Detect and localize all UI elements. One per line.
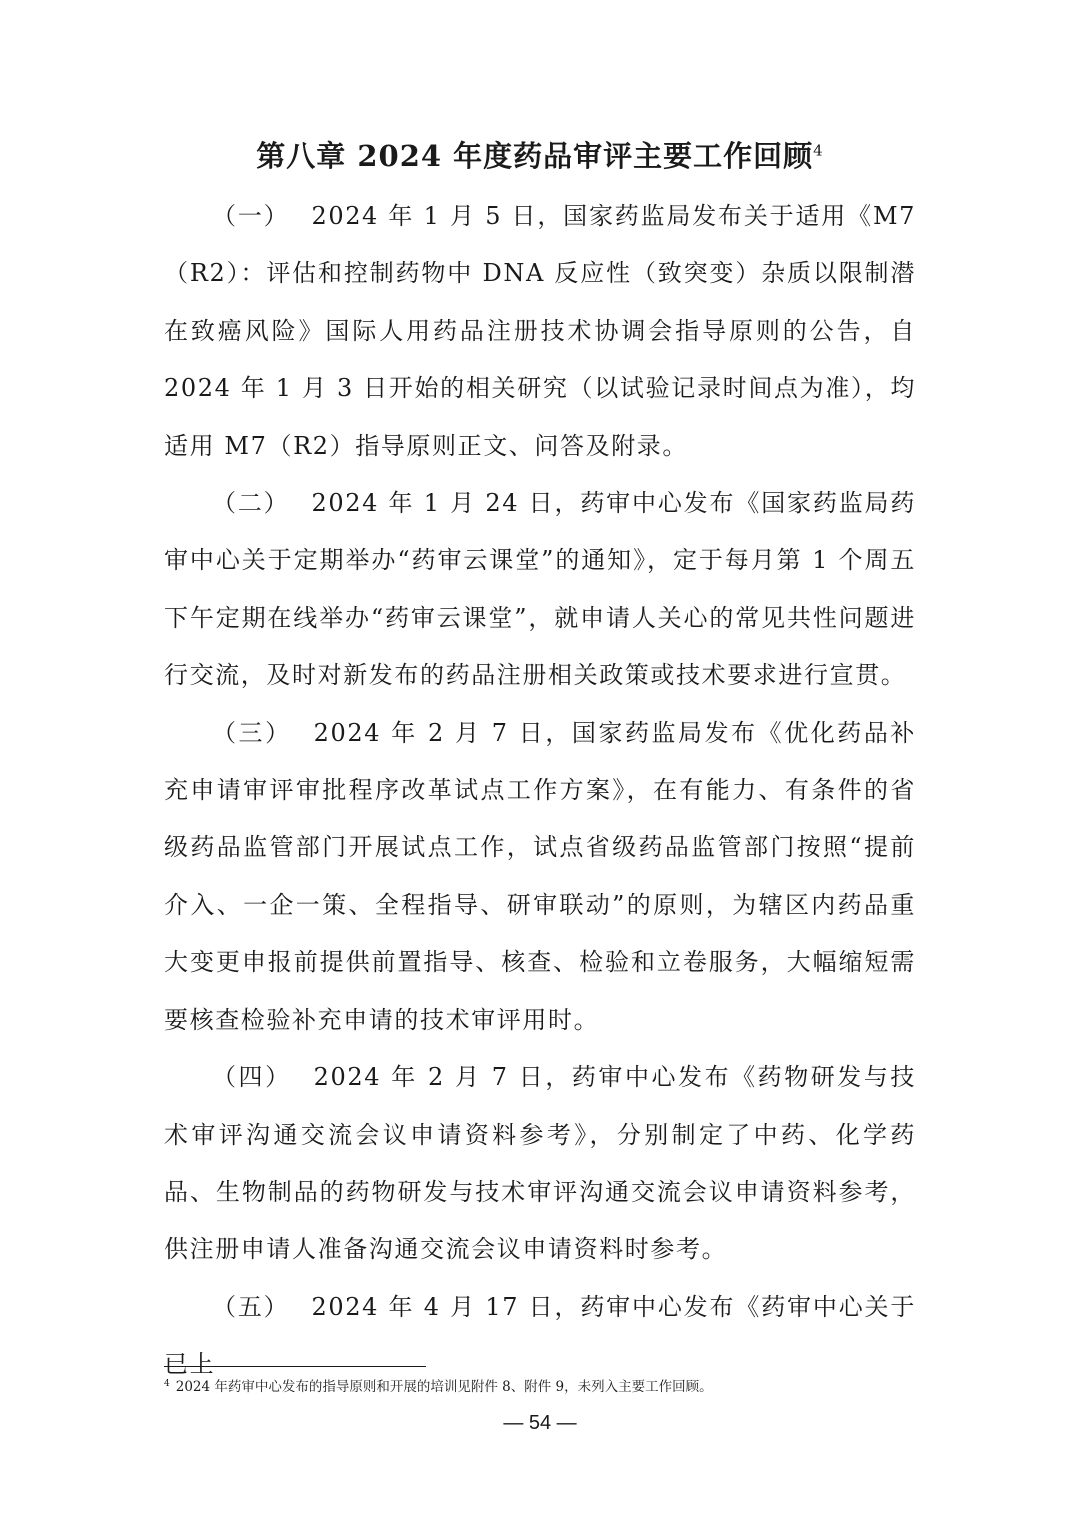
paragraph-3	[164, 705, 916, 1049]
footnote-text: 2024 年药审中心发布的指导原则和开展的培训见附件 8、附件 9，未列入主要工作回顾。	[175, 1379, 713, 1395]
footnote	[164, 1376, 924, 1398]
paragraph-4	[164, 1049, 916, 1279]
footnote-divider	[164, 1366, 426, 1367]
footnote-marker: 4	[164, 1378, 170, 1389]
paragraph-text: 2024 年 1 月 5 日，国家药监局发布关于适用《M7（R2）：评估和控制药物中 DNA 反应性（致突变）杂质以限制潜在致癌风险》国际人用药品注册技术协调会指导原则的公告，自 2024 年 1 月 3 日开始的相关研究（以试验记录时间点为准），均适用 M7（R2）指导原则正文、问答及附录。	[164, 202, 916, 460]
paragraph-2	[164, 475, 916, 705]
paragraph-text: 2024 年 2 月 7 日，国家药监局发布《优化药品补充申请审评审批程序改革试点工作方案》，在有能力、有条件的省级药品监管部门开展试点工作，试点省级药品监管部门按照“提前介入、一企一策、全程指导、研审联动”的原则，为辖区内药品重大变更申报前提供前置指导、核查、检验和立卷服务，大幅缩短需要核查检验补充申请的技术审评用时。	[164, 718, 916, 1034]
body-text	[164, 188, 916, 1394]
chapter-title-text: 第八章 2024 年度药品审评主要工作回顾	[256, 139, 814, 173]
paragraph-text: 2024 年 4 月 17 日，药审中心发布《药审中心关于已上	[164, 1292, 916, 1379]
paragraph-text: 2024 年 1 月 24 日，药审中心发布《国家药监局药审中心关于定期举办“药审云课堂”的通知》，定于每月第 1 个周五下午定期在线举办“药审云课堂”，就申请人关心的常见共性问题进行交流，及时对新发布的药品注册相关政策或技术要求进行宣贯。	[164, 489, 916, 690]
paragraph-number: （一）	[212, 202, 290, 230]
paragraph-number: （二）	[212, 489, 290, 518]
paragraph-number: （四）	[212, 1063, 292, 1092]
page-number: — 54 —	[503, 1412, 577, 1434]
paragraph-text: 2024 年 2 月 7 日，药审中心发布《药物研发与技术审评沟通交流会议申请资料参考》，分别制定了中药、化学药品、生物制品的药物研发与技术审评沟通交流会议申请资料参考，供注册申请人准备沟通交流会议申请资料时参考。	[164, 1063, 916, 1264]
footnote-reference: 4	[813, 141, 824, 160]
paragraph-number: （五）	[212, 1292, 290, 1321]
paragraph-number: （三）	[212, 718, 292, 747]
chapter-title	[0, 134, 1080, 178]
paragraph-1	[164, 188, 916, 475]
